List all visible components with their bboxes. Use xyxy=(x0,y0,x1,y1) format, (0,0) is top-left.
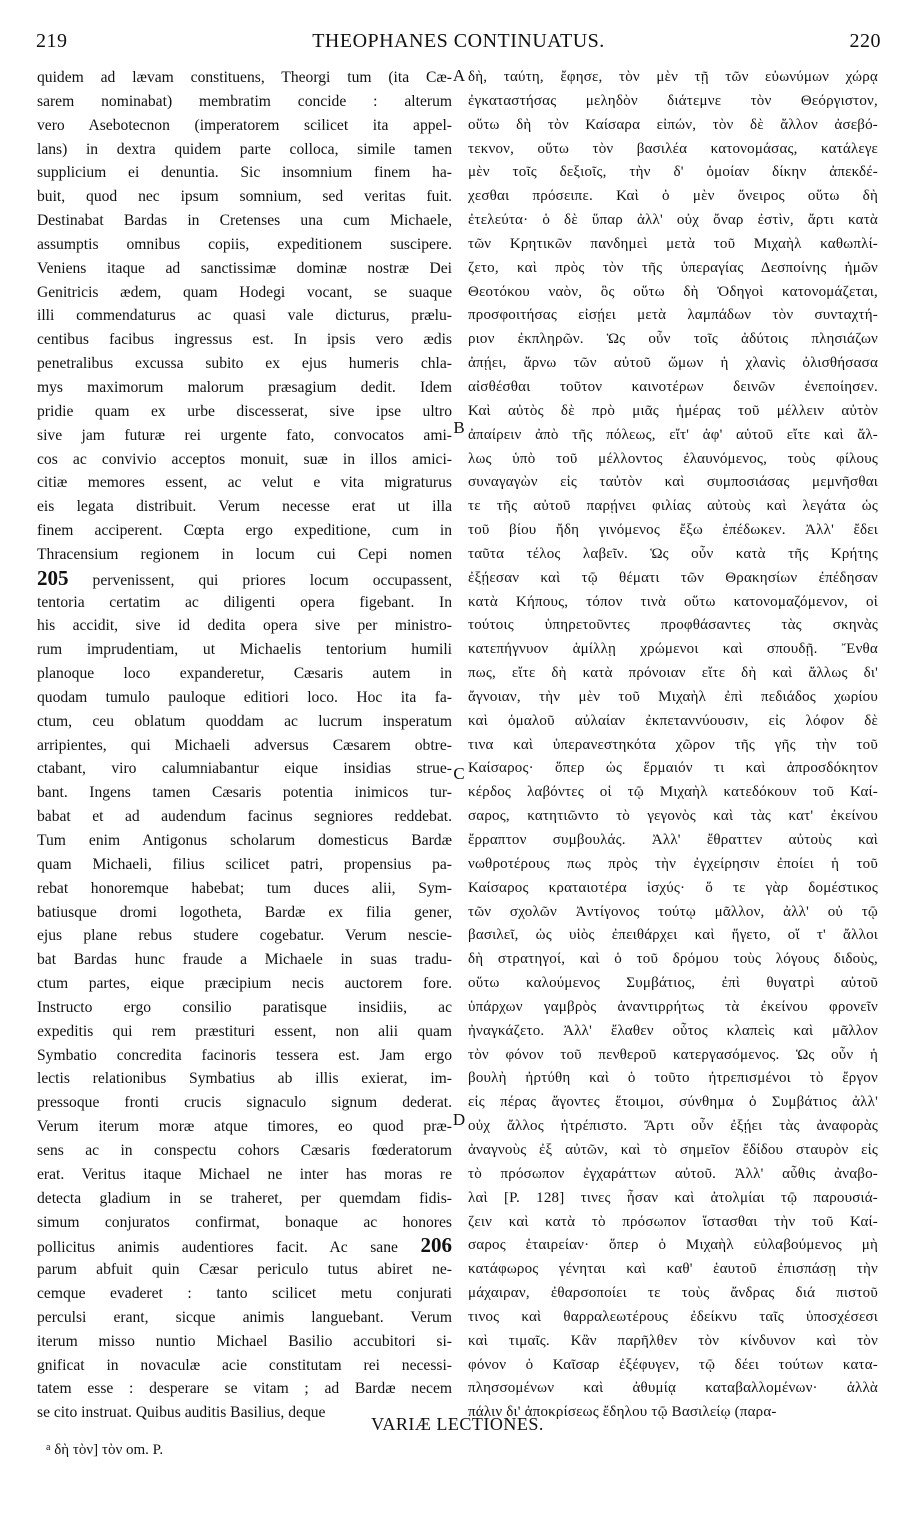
latin-line: bat Bardas hunc fraude a Michaele in suas tradu- xyxy=(37,951,452,969)
greek-line: κατὰ Κήπους, τόπον τινὰ οὕτω κατονομαζόμενον, οἱ xyxy=(468,593,878,610)
greek-line: κέρδος λαβόντες οἱ τῷ Μιχαὴλ κατεδόκουν τοῦ Καί- xyxy=(468,784,878,801)
greek-line: φόνον ὁ Καῖσαρ ἐξέφυγεν, τῷ δέει τούτων κατα- xyxy=(468,1356,878,1373)
greek-line: τινος καὶ θαρραλεωτέρους ἐδείκνυ ταῖς ὑποσχέσεσι xyxy=(468,1308,878,1325)
greek-line: προσφοιτήσας εἰσῄει μετὰ λαμπάδων τὸν συνταχτή- xyxy=(468,307,878,324)
latin-line: tatem esse : desperare se vitam ; ad Bardæ necem xyxy=(37,1380,452,1398)
greek-line: ζειν καὶ κατὰ τὸ πρόσωπον ἵστασθαι τὴν τοῦ Καί- xyxy=(468,1213,878,1230)
latin-line: pressoque fronti crucis signaculo signum dederat. xyxy=(37,1094,452,1112)
greek-line: βουλὴ ἠρτύθη καὶ ὁ τοῦτο ἠτρεπισμένοι τὸ ἔργον xyxy=(468,1070,878,1087)
greek-line: ἠναγκάζετο. Ἀλλ' ἔλαθεν οὗτος κλαπεὶς καὶ μᾶλλον xyxy=(468,1022,878,1039)
greek-line: ἀναγνοὺς ἐξ αὐτῶν, καὶ τὸ σημεῖον ἔδίδου σταυρὸν εἰς xyxy=(468,1141,878,1158)
running-head xyxy=(36,30,881,60)
latin-line: supplicium ei denuntia. Sic insomnium finem ha- xyxy=(37,164,452,182)
latin-column xyxy=(37,66,452,1425)
greek-line: τῶν Κρητικῶν πανδημεὶ μετὰ τοῦ Μιχαὴλ καθωπλί- xyxy=(468,235,878,252)
greek-line: οὕτω δὴ τὸν Καίσαρα εἰπών, τὸν δὲ ἄλλον ἀσεβό- xyxy=(468,116,878,133)
latin-line: buit, quod nec ipsum somnium, sed veritas fuit. xyxy=(37,188,452,206)
latin-line: Veniens itaque ad sanctissimæ dominæ nostræ Dei xyxy=(37,259,452,277)
greek-line: λως ὑπὸ τοῦ μέλλοντος ἐλαυνόμενος, τοὺς φίλους xyxy=(468,450,878,467)
greek-line: Θεοτόκου ναὸν, ὃς οὕτω δὴ Ὁδηγοὶ κατονομάζεται, xyxy=(468,283,878,300)
latin-line: Tum enim Antigonus scholarum domesticus Bardæ xyxy=(37,832,452,849)
latin-line: ctum partes, eique præcipium necis auctorem fore. xyxy=(37,975,452,993)
greek-line: οὐχ ἄλλος ἠτρέπιστο. Ἄρτι οὖν ἐξῄει τὰς ἀναφορὰς xyxy=(468,1118,878,1135)
latin-line: simum conjuratos confirmat, bonaque ac honores xyxy=(37,1213,452,1231)
margin-letter-a: A xyxy=(452,66,466,85)
footnote-mark: a xyxy=(46,1442,51,1453)
greek-line: καὶ ὁμαλοῦ αὐλαίαν ἐκπεταννύουσιν, εἰς λόφον δὲ xyxy=(468,712,878,729)
greek-line: Καίσαρος κραταιοτέρα ἰσχύς· ὅ τε γὰρ δομέστικος xyxy=(468,879,878,896)
latin-line-text: pollicitus animis audentiores facit. Ac sane xyxy=(37,1239,398,1257)
greek-line: τῶν σχολῶν Ἀντίγονος τούτῳ μᾶλλον, ἀλλ' οὐ τῷ xyxy=(468,903,878,920)
greek-line: συναγαγὼν εἰς ταὐτὸν καὶ συμποσιάσας μεμνῆσθαι xyxy=(468,474,878,491)
latin-line xyxy=(37,567,452,591)
greek-line: δὴ, ταύτη, ἔφησε, τὸν μὲν τῇ τῶν εὐωνύμων χώρᾳ xyxy=(468,69,878,85)
latin-line: lans) in dextra quidem parte colloca, simile tamen xyxy=(37,140,452,158)
greek-line: καὶ τιμαῖς. Κἂν παρῆλθεν τὸν κίνδυνον καὶ τὸν xyxy=(468,1332,878,1349)
latin-line: penetralibus excussa subito ex ejus humeris chla- xyxy=(37,355,452,373)
latin-line: cos ac convivio acceptos monuit, suæ in illos amici- xyxy=(37,450,452,468)
latin-line: quidem ad lævam constituens, Theorgi tum (ita Cæ- xyxy=(37,69,452,86)
greek-line: ριον ἐκπληρῶν. Ὡς οὖν τοῖς ἀδύτοις πλησιάζων xyxy=(468,331,878,348)
greek-line: τοῦ βίου ἤδη γινόμενος ἔξω ἐπέδωκεν. Ἀλλ' ἔδει xyxy=(468,522,878,539)
greek-line: μὲν τοῖς δεξιοῖς, τὴν δ' ὁμοίαν δίκην ἀπεκδέ- xyxy=(468,164,878,181)
latin-line: bant. Ingens tamen Cæsaris potentia inimicos tur- xyxy=(37,784,452,802)
latin-line: quodam tumulo pauloque editiori loco. Hoc ita fa- xyxy=(37,688,452,706)
latin-line: Instructo ergo consilio paratisque insidiis, ac xyxy=(37,998,452,1016)
latin-line-text: pervenissent, qui priores locum occupassent, xyxy=(92,571,452,589)
latin-line: eis legata distribuit. Verum necesse erat ut illa xyxy=(37,498,452,516)
latin-line: quam Michaeli, filius scilicet patri, propensius pa- xyxy=(37,855,452,873)
greek-line: ἔρραπτον συμβουλάς. Ἀλλ' ἔθραττεν αὐτοὺς καὶ xyxy=(468,832,878,848)
greek-line: εἰς πέρας ἄγοντες ἕτοιμοι, σύνθημα ὁ Συμβάτιος ἀλλ' xyxy=(468,1094,878,1111)
greek-line: πάλιν δι' ἀποκρίσεως ἔδηλου τῷ Βασιλείῳ (παρα- xyxy=(468,1404,777,1421)
greek-line: ὑπάρχων γαμβρὸς ἀναντιρρήτως τὰ ἐκείνου φρονεῖν xyxy=(468,998,878,1015)
greek-line: ἄγνοιαν, τὴν μὲν τοῦ Μιχαὴλ ἐπὶ πεδιάδος χωρίου xyxy=(468,688,878,705)
greek-line: ἐγκαταστήσας μεληδὸν διάτεμνε τὸν Θεόργιστον, xyxy=(468,92,878,109)
greek-column xyxy=(468,66,878,1425)
latin-line: assumptis omnibus copiis, expeditionem suscipere. xyxy=(37,235,452,253)
latin-line: parum abfuit quin Cæsar periculo tutus abiret ne- xyxy=(37,1261,452,1279)
latin-line: batiusque dromi logotheta, Bardæ ex filia gener, xyxy=(37,903,452,921)
greek-line: σαρος, κατητιῶντο τὸ γεγονὸς καὶ τὰς κατ' ἐκείνου xyxy=(468,808,878,825)
greek-line: ἀπῄει, ἄρνω τῶν αὐτοῦ ὤμων ἡ χλανὶς ὀλισθήσασα xyxy=(468,355,878,372)
latin-line: Genitricis ædem, quam Hodegi vocant, se suaque xyxy=(37,283,452,301)
footnote-text: δὴ τὸν] τὸν om. P. xyxy=(54,1442,164,1458)
variae-lectiones-heading: VARIÆ LECTIONES. xyxy=(371,1414,544,1434)
greek-line: κατεπήγνυον ἁμίλλῃ χρώμενοι καὶ σπουδῇ. Ἔνθα xyxy=(468,641,878,658)
greek-line: Καίσαρος· ὅπερ ὡς ἕρμαιόν τι καὶ ἀπροσδόκητον xyxy=(468,760,878,777)
greek-line: λαὶ [P. 128] τινες ἦσαν καὶ ἀτολμίαι τῷ παρουσιά- xyxy=(468,1189,878,1206)
margin-letter-c: C xyxy=(453,764,465,783)
latin-line: his accidit, sive id dedita opera sive per ministro- xyxy=(37,617,452,635)
greek-line: πλησσομένων καὶ ἀθυμίᾳ καταβαλλομένων· ἀλλὰ xyxy=(468,1380,878,1397)
greek-line: ἀπαίρειν ἀπὸ τῆς πόλεως, εἴτ' ἀφ' αὑτοῦ εἴτε καὶ ἄλ- xyxy=(468,426,878,443)
greek-line: τὸν φόνον τοῦ πενθεροῦ κατεργασόμενος. Ὡς οὖν ἡ xyxy=(468,1046,878,1063)
greek-line: τε τῆς αὐτοῦ παρῄνει φιλίας αὐτοὺς καὶ λεγάτα ὡς xyxy=(468,498,878,515)
latin-line: gnificat in novaculæ acie constitutam rei necessi- xyxy=(37,1356,452,1374)
greek-line: βασιλεῖ, ὡς υἱὸς ἐπειθάρχει καὶ ἥγετο, οἵ τ' ἄλλοι xyxy=(468,927,878,944)
latin-line: planoque loco expanderetur, Cæsaris autem in xyxy=(37,665,452,683)
latin-line: iterum misso nuntio Michael Basilio accubitori si- xyxy=(37,1332,452,1350)
greek-line: δὴ στρατηγοί, καὶ ὁ τοῦ δρόμου τοὺς λόγους διδοὺς, xyxy=(468,951,878,968)
margin-letter-b: B xyxy=(453,418,465,437)
latin-line: expeditis qui rem præstituri essent, non alii quam xyxy=(37,1022,452,1040)
greek-line: αἰσθέσθαι τοῦτον καινοτέρων δεινῶν ἐνεποίησεν. xyxy=(468,378,878,395)
latin-line: ctum, ceu oblatum quoddam ac lucrum insperatum xyxy=(37,712,452,730)
latin-line: illi commendaturus ac quasi vale dicturus, prælu- xyxy=(37,307,452,325)
greek-line: Καὶ αὐτὸς δὲ πρὸ μιᾶς ἡμέρας τοῦ μέλλειν αὐτὸν xyxy=(468,402,878,419)
latin-line: detecta gladium in se traheret, per quemdam fidis- xyxy=(37,1189,452,1207)
latin-line: tentoria certatim ac diligenti opera figebant. In xyxy=(37,593,452,611)
greek-line: ταῦτα τέλος λαβεῖν. Ὡς οὖν κατὰ τῆς Κρήτης xyxy=(468,545,878,562)
greek-line: τὸ πρόσωπον ἐγχαράττων αὐτοῦ. Ἀλλ' αὖθις ἀναβο- xyxy=(468,1165,878,1182)
footnote xyxy=(46,1442,163,1459)
latin-line: rum imprudentiam, ut Michaelis tentorium humili xyxy=(37,641,452,659)
greek-line: χεσθαι πρόσειπε. Καὶ ὁ μὲν ὄνειρος οὕτω δὴ xyxy=(468,188,878,205)
greek-line: νωθροτέρους πως πρὸς τὴν ἐγχείρησιν ἐποίει ἡ τοῦ xyxy=(468,855,878,872)
latin-line: citiæ memores essent, ac velut e vita migraturus xyxy=(37,474,452,492)
greek-line: σαρος ἑταιρείαν· ὅπερ ὁ Μιχαὴλ εὐλαβούμενος μὴ xyxy=(468,1237,878,1254)
latin-line: finem acciperent. Cœpta ergo expeditione, cum in xyxy=(37,522,452,540)
latin-line: sarem nominabat) membratim concide : alterum xyxy=(37,92,452,110)
latin-line: centibus facibus ingressus est. In ipsis vero ædis xyxy=(37,331,452,349)
greek-line: οὕτω καλούμενος Συμβάτιος, ἐπὶ θυγατρὶ αὐτοῦ xyxy=(468,975,878,992)
latin-line: se cito instruat. Quibus auditis Basilius, deque xyxy=(37,1404,326,1422)
latin-line: perculsi erant, sicque animis languebant. Verum xyxy=(37,1308,452,1326)
latin-line: mys maximorum malorum præsagium dedit. Idem xyxy=(37,378,452,396)
latin-line: vero Asebotecnon (imperatorem scilicet ita appel- xyxy=(37,116,452,134)
latin-line xyxy=(37,1234,452,1258)
page-marker-205: 205 xyxy=(37,566,69,590)
greek-line: τινα καὶ ὑπερανεστηκότα χῶρον τῆς γῆς τὴν τοῦ xyxy=(468,736,878,753)
latin-line: Thracensium regionem in locum cui Cepi nomen xyxy=(37,545,452,563)
greek-line: τεκνον, οὕτω τὸν βασιλέα κατονομάσας, κατάλεγε xyxy=(468,140,878,157)
greek-line: ἐτελεύτα· ὁ δὲ ὕπαρ ἀλλ' οὐχ ὄναρ ἐστὶν, ἄρτι κατὰ xyxy=(468,212,878,229)
latin-line: lectis relationibus Symbatius ab illis exierat, im- xyxy=(37,1070,452,1088)
latin-line: Destinabat Bardas in Cretenses una cum Michaele, xyxy=(37,212,452,230)
page-number-right: 220 xyxy=(849,30,881,52)
running-title: THEOPHANES CONTINUATUS. xyxy=(312,30,605,52)
latin-line: erat. Veritus itaque Michael ne inter has moras re xyxy=(37,1165,452,1183)
latin-line: ejus plane rebus studere cogebatur. Verum nescie- xyxy=(37,927,452,945)
greek-line: ζετο, καὶ πρὸς τὸν τῆς ὑπεραγίας Δεσποίνης ἡμῶν xyxy=(468,259,878,276)
latin-line: Verum iterum moræ atque timores, eo quod præ- xyxy=(37,1118,452,1136)
latin-line: Symbatio concredita facinoris tessera est. Jam ergo xyxy=(37,1046,452,1064)
latin-line: pridie quam ex urbe discesserat, sive ipse ultro xyxy=(37,402,452,420)
latin-line: arripientes, qui Michaeli adversus Cæsarem obtre- xyxy=(37,736,452,754)
latin-line: ctabant, viro calumniabantur eique insidias strue- xyxy=(37,760,452,778)
greek-line: κατάφωρος γένηται καὶ καθ' ἑαυτοῦ ἐπισπάσῃ τὴν xyxy=(468,1261,878,1278)
latin-line: sens ac in conspectu cohors Cæsaris fœderatorum xyxy=(37,1141,452,1159)
page-marker-206: 206 xyxy=(420,1234,452,1258)
margin-letter-d: D xyxy=(452,1110,466,1129)
page-number-left: 219 xyxy=(36,30,68,52)
latin-line: cemque evaderet : tanto scilicet metu conjurati xyxy=(37,1285,452,1303)
latin-line: sive jam futuræ rei urgente fato, convocatos ami- xyxy=(37,426,452,444)
greek-line: πως, εἴτε δὴ κατὰ πρόνοιαν εἴτε δὴ καὶ ἄλλως δι' xyxy=(468,665,878,682)
greek-line: ἐξῄεσαν καὶ τῷ θέματι τῶν Θρακησίων ἐπέδησαν xyxy=(468,569,878,586)
latin-line: rebat honoremque habebat; tum duces alii, Sym- xyxy=(37,879,452,897)
greek-line: τούτοις ὑπηρετοῦντες προφθάσαντες τὰς σκηνὰς xyxy=(468,617,878,634)
greek-line: μάχαιραν, ἐθαρσοποίει τε τοὺς ἄνδρας διά πιστοῦ xyxy=(468,1285,878,1302)
latin-line: babat et ad audendum facinus segniores reddebat. xyxy=(37,808,452,826)
